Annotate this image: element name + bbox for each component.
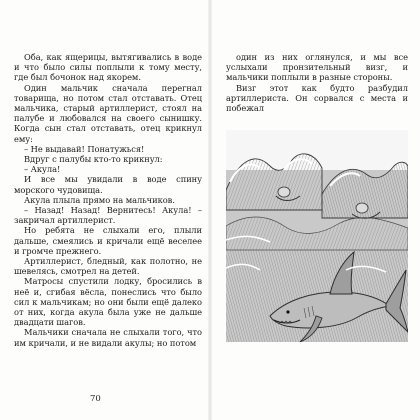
paragraph: – Не выдавай! Понатужься! xyxy=(24,143,145,154)
paragraph: И все мы увидали в воде спину морского чудовища. xyxy=(14,174,202,195)
paragraph: один из них оглянулся, и мы все услыхали пронзительный визг, и мальчики поплыли в разные стороны. xyxy=(226,52,408,83)
paragraph: – Назад! Назад! Вернитесь! Акула! – закричал артиллерист. xyxy=(14,205,202,226)
paragraph: Акула плыла прямо на мальчиков. xyxy=(24,194,175,205)
paragraph: Вдруг с палубы кто-то крикнул: xyxy=(24,154,163,165)
paragraph: – Акула! xyxy=(24,164,61,175)
right-page xyxy=(226,52,408,113)
shark-illustration xyxy=(226,130,408,342)
left-page xyxy=(14,52,202,348)
paragraph: Но ребята не слыхали его, плыли дальше, смеялись и кричали ещё веселее и громче прежнего. xyxy=(14,225,202,256)
paragraph: Оба, как ящерицы, вытягивались в воде и что было силы поплыли к тому месту, где был бочонок над якорем. xyxy=(14,52,202,83)
paragraph: Артиллерист, бледный, как полотно, не шевелясь, смотрел на детей. xyxy=(14,256,202,277)
page-number: 70 xyxy=(90,394,101,404)
paragraph: Визг этот как будто разбудил артиллериста. Он сорвался с места и побежал xyxy=(226,82,408,114)
paragraph: Мальчики сначала не слыхали того, что им кричали, и не видали акулы; но потом xyxy=(14,327,202,348)
illustration-canvas xyxy=(226,130,408,342)
book-gutter xyxy=(208,0,212,420)
paragraph: Матросы спустили лодку, бросились в неё и, сгибая вёсла, понеслись что было сил к мальчикам; но они были ещё далеко от них, когда акула была уже не дальше двадцати шагов. xyxy=(14,276,202,328)
paragraph: Один мальчик сначала перегнал товарища, но потом стал отставать. Отец мальчика, старый артиллерист, стоял на палубе и любовался на своего сынишку. Когда сын стал отставать, отец крикнул ему: xyxy=(14,82,202,144)
